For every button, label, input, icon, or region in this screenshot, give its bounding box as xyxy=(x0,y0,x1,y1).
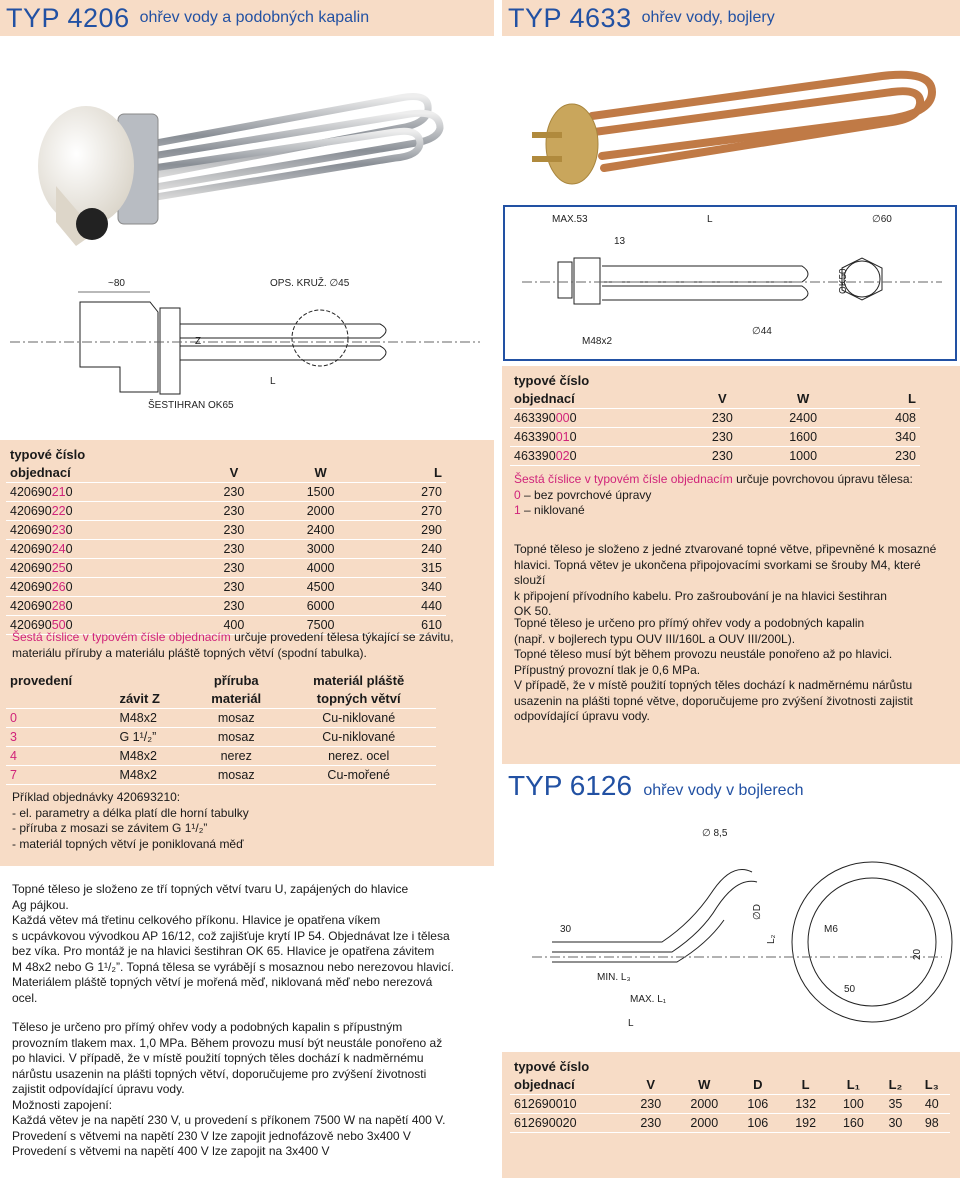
table-row xyxy=(6,597,446,616)
dim-label: ∅44 xyxy=(752,326,772,337)
order-number: 420690500 xyxy=(6,616,195,635)
dimension-drawing xyxy=(502,204,960,364)
dim-label: 30 xyxy=(560,924,572,935)
heater-4206-illustration xyxy=(0,36,494,272)
type-title: ohřev vody a podobných kapalin xyxy=(139,9,370,26)
text-line: Topné těleso je složeno ze tří topných větví tvaru U, zapájených do hlavice xyxy=(12,882,409,896)
text-line: - příruba z mosazi se závitem G 1¹/₂” xyxy=(12,821,208,835)
text-line: Přípustný provozní tlak je 0,6 MPa. xyxy=(514,662,701,677)
dim-label: M6 xyxy=(824,924,838,935)
table-cell: 2000 xyxy=(675,1095,734,1114)
flange-cell: mosaz xyxy=(191,728,281,747)
table-row xyxy=(6,483,446,502)
table-cell: 160 xyxy=(830,1114,878,1133)
col-header: příruba xyxy=(213,673,259,688)
type-code: TYP 4206 xyxy=(6,2,130,33)
dim-label: ∅D xyxy=(752,904,763,920)
spec-table-4206 xyxy=(6,446,446,635)
text-line: Materiálem pláště topných větví je mořená měď, niklovaná měď nebo nerezová xyxy=(12,975,433,989)
table-row xyxy=(6,709,436,728)
spec-table-4633 xyxy=(510,372,920,466)
power-cell: 1000 xyxy=(758,447,847,466)
order-number: 463390010 xyxy=(510,428,686,447)
col-header: V xyxy=(195,464,272,483)
sheath-cell: Cu-niklované xyxy=(281,709,436,728)
col-header: typové číslo xyxy=(10,447,86,462)
flange-cell: mosaz xyxy=(191,709,281,728)
dim-label: L₂ xyxy=(766,934,777,944)
dimension-drawing xyxy=(0,272,494,438)
text-line: Ag pájkou. xyxy=(12,897,69,912)
power-cell: 3000 xyxy=(273,540,369,559)
option-1: 1 – niklované xyxy=(514,503,585,517)
text-line: k připojení přívodního kabelu. Pro zašroubování je na hlavici šestihran xyxy=(514,588,887,603)
dim-label: Z xyxy=(195,336,202,347)
variant-code: 7 xyxy=(6,766,115,785)
text-line: - el. parametry a délka platí dle horní tabulky xyxy=(12,805,249,820)
table-cell: 98 xyxy=(914,1114,950,1133)
text-line: usazenin na plášti topné větve, doporučujeme pro zvýšení životnosti zajistit xyxy=(514,693,913,708)
dim-label: L xyxy=(707,214,713,225)
order-number: 420690250 xyxy=(6,559,195,578)
power-cell: 2000 xyxy=(273,502,369,521)
dim-label: ~80 xyxy=(108,278,125,289)
thread-cell: G 1¹/₂” xyxy=(115,728,191,747)
option-0: 0 – bez povrchové úpravy xyxy=(514,488,652,502)
length-cell: 270 xyxy=(369,483,446,502)
length-cell: 270 xyxy=(369,502,446,521)
text-line: Provedení s větvemi na napětí 230 V lze zapojit jednofázově nebo 3x400 V xyxy=(12,1128,411,1143)
text-line: po hlavici. V případě, že v místě použití topných těles dochází k nadměrnému xyxy=(12,1051,424,1065)
dim-label: 20 xyxy=(912,948,923,960)
text-line: Topné těleso musí být během provozu neustále ponořeno až po hlavici. xyxy=(514,647,893,661)
variant-code: 4 xyxy=(6,747,115,766)
voltage-cell: 230 xyxy=(195,502,272,521)
voltage-cell: 230 xyxy=(686,409,758,428)
dim-label: MIN. L₃ xyxy=(597,972,631,983)
text-line: Provedení s větvemi na napětí 400 V lze zapojit na 3x400 V xyxy=(12,1144,330,1158)
length-cell: 315 xyxy=(369,559,446,578)
power-cell: 1500 xyxy=(273,483,369,502)
description-4206 xyxy=(12,882,482,1006)
text-line: zajistit odpovídající úpravu vody. xyxy=(12,1082,185,1096)
table-cell: 230 xyxy=(627,1114,675,1133)
col-header: objednací xyxy=(510,390,686,409)
variant-code: 3 xyxy=(6,728,115,747)
col-header: W xyxy=(675,1076,734,1095)
col-header: L₁ xyxy=(830,1076,878,1095)
note-text xyxy=(514,472,954,488)
technical-drawing-4633 xyxy=(502,204,960,364)
voltage-cell: 230 xyxy=(686,428,758,447)
power-cell: 4000 xyxy=(273,559,369,578)
spec-panel-6126 xyxy=(502,1052,960,1178)
text-line: Každá větev je na napětí 230 V, u provedení s příkonem 7500 W na napětí 400 V. xyxy=(12,1113,446,1127)
length-cell: 340 xyxy=(369,578,446,597)
col-header: závit Z xyxy=(115,690,191,709)
col-header: materiál pláště xyxy=(313,673,405,688)
text-line: Těleso je určeno pro přímý ohřev vody a podobných kapalin s přípustným xyxy=(12,1020,403,1034)
power-cell: 2400 xyxy=(273,521,369,540)
length-cell: 340 xyxy=(848,428,920,447)
note-body: určuje provedení tělesa týkající se závitu, materiálu příruby a materiálu pláště topných větví (spodní tabulka). xyxy=(12,630,454,660)
thread-cell: M48x2 xyxy=(115,709,191,728)
table-cell: 30 xyxy=(877,1114,913,1133)
text-line: Topné těleso je složeno z jedné ztvarované topné větve, připevněné k mosazné xyxy=(514,542,937,556)
col-header: V xyxy=(686,390,758,409)
col-header: L xyxy=(782,1076,830,1095)
text-line: Příklad objednávky 420693210: xyxy=(12,790,181,804)
left-header xyxy=(0,0,494,36)
text-line: ocel. xyxy=(12,990,38,1005)
dim-label: ŠESTIHRAN OK65 xyxy=(148,400,234,411)
order-example xyxy=(12,790,249,852)
col-header: L xyxy=(848,390,920,409)
note-text xyxy=(12,630,482,661)
voltage-cell: 230 xyxy=(195,540,272,559)
right-spec-panel xyxy=(502,366,960,764)
table-row xyxy=(510,428,920,447)
col-header: L₂ xyxy=(877,1076,913,1095)
table-cell: 132 xyxy=(782,1095,830,1114)
table-row xyxy=(6,578,446,597)
table-cell: 40 xyxy=(914,1095,950,1114)
order-number: 463390000 xyxy=(510,409,686,428)
length-cell: 610 xyxy=(369,616,446,635)
type-6126-header xyxy=(508,770,803,802)
usage-4206 xyxy=(12,1020,482,1160)
flange-cell: mosaz xyxy=(191,766,281,785)
type-title: ohřev vody v bojlerech xyxy=(643,782,804,799)
order-number: 420690240 xyxy=(6,540,195,559)
text-line: bez víka. Pro montáž je na hlavici šestihran OK 65. Hlavice je opatřena závitem xyxy=(12,944,435,958)
dim-label: OK50 xyxy=(838,268,849,294)
usage-4633 xyxy=(514,616,954,725)
table-row xyxy=(6,559,446,578)
col-header: L xyxy=(369,464,446,483)
dim-label: ∅60 xyxy=(872,214,892,225)
right-header xyxy=(502,0,960,36)
voltage-cell: 400 xyxy=(195,616,272,635)
sheath-cell: Cu-niklované xyxy=(281,728,436,747)
table-row xyxy=(6,728,436,747)
dim-label: MAX. L₁ xyxy=(630,994,667,1005)
dim-label: MAX.53 xyxy=(552,214,588,225)
text-line: OK 50. xyxy=(514,604,552,618)
col-header: typové číslo xyxy=(514,1059,590,1074)
length-cell: 290 xyxy=(369,521,446,540)
dimension-drawing xyxy=(502,812,960,1048)
col-header: L₃ xyxy=(914,1076,950,1095)
text-line: - materiál topných větví je poniklovaná měď xyxy=(12,836,244,851)
length-cell: 408 xyxy=(848,409,920,428)
voltage-cell: 230 xyxy=(195,483,272,502)
description-4633 xyxy=(514,542,954,620)
power-cell: 1600 xyxy=(758,428,847,447)
dim-label: 50 xyxy=(844,984,856,995)
length-cell: 230 xyxy=(848,447,920,466)
length-cell: 240 xyxy=(369,540,446,559)
thread-cell: M48x2 xyxy=(115,747,191,766)
voltage-cell: 230 xyxy=(195,578,272,597)
dim-label: L xyxy=(270,376,276,387)
order-number: 463390020 xyxy=(510,447,686,466)
table-row xyxy=(510,1095,950,1114)
spec-table-6126 xyxy=(510,1058,950,1133)
product-photo-4206 xyxy=(0,36,494,272)
sheath-cell: Cu-mořené xyxy=(281,766,436,785)
note-highlight: Šestá číslice v typovém čísle objednacím xyxy=(514,472,733,486)
table-row xyxy=(6,747,436,766)
type-title: ohřev vody, bojlery xyxy=(641,9,775,26)
text-line: Topné těleso je určeno pro přímý ohřev vody a podobných kapalin xyxy=(514,616,865,630)
text-line: (např. v bojlerech typu OUV III/160L a OUV III/200L). xyxy=(514,631,796,646)
text-line: odpovídající úpravu vody. xyxy=(514,709,650,723)
table-cell: 612690020 xyxy=(510,1114,627,1133)
variant-code: 0 xyxy=(6,709,115,728)
product-photo-4633 xyxy=(502,36,960,204)
dim-label: M48x2 xyxy=(582,336,613,347)
col-header: typové číslo xyxy=(514,373,590,388)
order-number: 420690280 xyxy=(6,597,195,616)
table-row xyxy=(6,540,446,559)
dim-label: OPS. KRUŽ. ∅45 xyxy=(270,278,350,289)
table-cell: 35 xyxy=(877,1095,913,1114)
order-number: 420690210 xyxy=(6,483,195,502)
col-header: objednací xyxy=(6,464,195,483)
voltage-cell: 230 xyxy=(686,447,758,466)
table-cell: 612690010 xyxy=(510,1095,627,1114)
voltage-cell: 230 xyxy=(195,559,272,578)
power-cell: 7500 xyxy=(273,616,369,635)
text-line: M 48x2 nebo G 1¹/₂”. Topná tělesa se vyrábějí s mosaznou nebo nerezovou hlavicí. xyxy=(12,959,455,974)
table-row xyxy=(6,521,446,540)
col-header: D xyxy=(734,1076,782,1095)
power-cell: 4500 xyxy=(273,578,369,597)
col-header: materiál xyxy=(191,690,281,709)
text-line: Možnosti zapojení: xyxy=(12,1097,113,1112)
table-cell: 100 xyxy=(830,1095,878,1114)
col-header: V xyxy=(627,1076,675,1095)
power-cell: 2400 xyxy=(758,409,847,428)
voltage-cell: 230 xyxy=(195,521,272,540)
text-line: hlavici. Topná větev je ukončena připojovacími svorkami se šrouby M4, které slouží xyxy=(514,557,921,587)
table-row xyxy=(510,447,920,466)
note-highlight: Šestá číslice v typovém čísle objednacím xyxy=(12,630,231,644)
text-line: Každá větev má třetinu celkového příkonu. Hlavice je opatřena víkem xyxy=(12,913,381,927)
table-cell: 106 xyxy=(734,1095,782,1114)
voltage-cell: 230 xyxy=(195,597,272,616)
col-header: objednací xyxy=(510,1076,627,1095)
dim-label: ∅ 8,5 xyxy=(702,828,728,839)
col-header: W xyxy=(758,390,847,409)
type-code: TYP 6126 xyxy=(508,770,633,801)
order-number: 420690260 xyxy=(6,578,195,597)
table-row xyxy=(510,1114,950,1133)
col-header: topných větví xyxy=(281,690,436,709)
text-line: s ucpávkovou vývodkou AP 16/12, což zajišťuje krytí IP 54. Objednávat lze i tělesa xyxy=(12,928,450,943)
col-header: W xyxy=(273,464,369,483)
text-line: V případě, že v místě použití topných těles dochází k nadměrnému nárůstu xyxy=(514,678,913,692)
col-header: provedení xyxy=(10,673,73,688)
note-body: určuje povrchovou úpravu tělesa: xyxy=(732,472,913,486)
heater-4633-illustration xyxy=(502,36,960,204)
flange-cell: nerez xyxy=(191,747,281,766)
length-cell: 440 xyxy=(369,597,446,616)
type-code: TYP 4633 xyxy=(508,2,632,33)
dim-label: L xyxy=(628,1018,634,1029)
power-cell: 6000 xyxy=(273,597,369,616)
table-cell: 230 xyxy=(627,1095,675,1114)
variant-table-4206 xyxy=(6,672,436,785)
order-number: 420690220 xyxy=(6,502,195,521)
technical-drawing-4206 xyxy=(0,272,494,438)
table-row xyxy=(6,502,446,521)
thread-cell: M48x2 xyxy=(115,766,191,785)
table-row xyxy=(6,766,436,785)
table-row xyxy=(510,409,920,428)
text-line: provozním tlakem max. 1,0 MPa. Během provozu musí být neustále ponořeno až xyxy=(12,1035,443,1050)
left-spec-panel xyxy=(0,440,494,866)
text-line: nárůstu usazenin na plášti topných větví, doporučujeme pro zvýšení životnosti xyxy=(12,1066,427,1081)
order-number: 420690230 xyxy=(6,521,195,540)
table-cell: 192 xyxy=(782,1114,830,1133)
table-cell: 106 xyxy=(734,1114,782,1133)
technical-drawing-6126 xyxy=(502,812,960,1048)
dim-label: 13 xyxy=(614,236,626,247)
sheath-cell: nerez. ocel xyxy=(281,747,436,766)
table-cell: 2000 xyxy=(675,1114,734,1133)
